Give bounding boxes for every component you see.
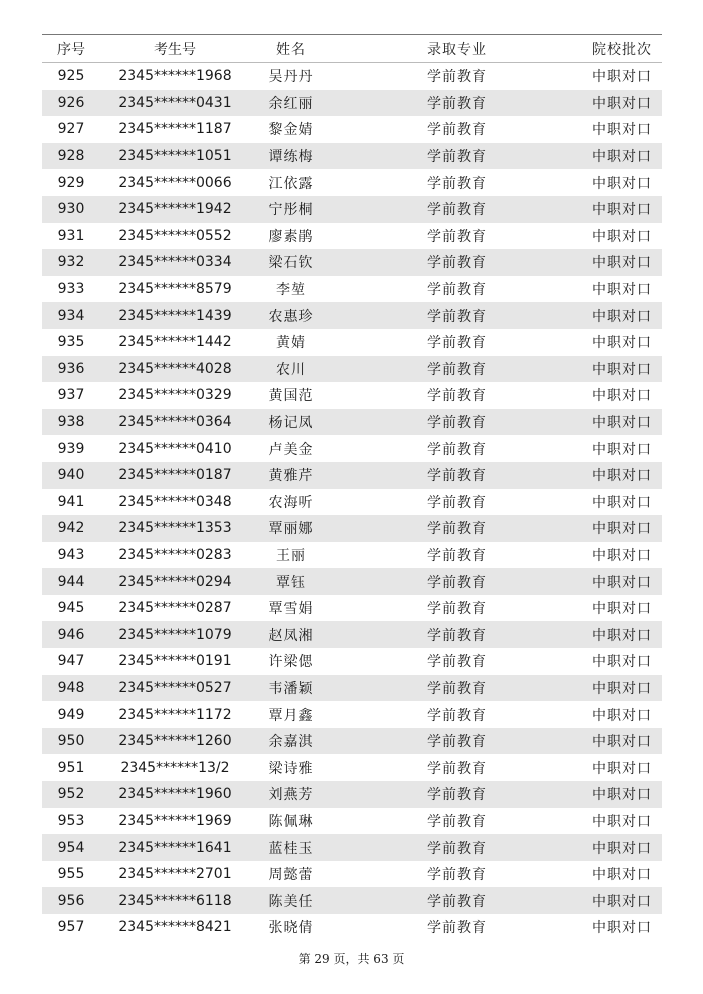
row-batch: 中职对口	[592, 893, 652, 910]
row-major: 学前教育	[427, 69, 487, 86]
row-major: 学前教育	[427, 122, 487, 139]
row-exam-id: 2345******0287	[118, 600, 232, 617]
row-name: 余红丽	[268, 95, 314, 112]
row-index: 925	[57, 68, 85, 85]
page-footer: 第 29 页，共 63 页	[298, 952, 405, 966]
row-major: 学前教育	[427, 813, 487, 830]
table-row	[42, 329, 662, 356]
row-batch: 中职对口	[592, 335, 652, 352]
row-major: 学前教育	[427, 335, 487, 352]
row-index: 950	[57, 733, 85, 750]
row-name: 黄雅芹	[268, 468, 314, 485]
table-row	[42, 169, 662, 196]
row-name: 覃雪娟	[268, 601, 314, 618]
table-row	[42, 143, 662, 170]
row-batch: 中职对口	[592, 654, 652, 671]
row-index: 930	[57, 201, 85, 218]
row-name: 覃丽娜	[268, 521, 314, 538]
row-exam-id: 2345******1439	[118, 307, 232, 324]
row-major: 学前教育	[427, 175, 487, 192]
row-major: 学前教育	[427, 282, 487, 299]
table-row	[42, 249, 662, 276]
row-index: 926	[57, 94, 85, 111]
table-row	[42, 63, 662, 90]
row-major: 学前教育	[427, 202, 487, 219]
table-row	[42, 515, 662, 542]
row-exam-id: 2345******1353	[118, 520, 232, 537]
table-row	[42, 462, 662, 489]
table-row	[42, 489, 662, 516]
row-batch: 中职对口	[592, 468, 652, 485]
row-major: 学前教育	[427, 255, 487, 272]
row-exam-id: 2345******2701	[118, 866, 232, 883]
header-index: 序号	[57, 41, 85, 58]
table-row	[42, 542, 662, 569]
row-index: 928	[57, 148, 85, 165]
row-major: 学前教育	[427, 441, 487, 458]
row-exam-id: 2345******1187	[118, 121, 232, 138]
row-index: 952	[57, 786, 85, 803]
row-major: 学前教育	[427, 388, 487, 405]
row-name: 张晓倩	[268, 920, 314, 937]
row-major: 学前教育	[427, 308, 487, 325]
row-index: 940	[57, 467, 85, 484]
row-batch: 中职对口	[592, 361, 652, 378]
row-name: 赵凤湘	[268, 627, 314, 644]
table-row	[42, 435, 662, 462]
row-batch: 中职对口	[592, 840, 652, 857]
row-batch: 中职对口	[592, 734, 652, 751]
row-major: 学前教育	[427, 601, 487, 618]
row-exam-id: 2345******0191	[118, 653, 232, 670]
row-major: 学前教育	[427, 468, 487, 485]
row-batch: 中职对口	[592, 69, 652, 86]
row-index: 935	[57, 334, 85, 351]
row-major: 学前教育	[427, 494, 487, 511]
row-exam-id: 2345******1079	[118, 626, 232, 643]
table-row	[42, 595, 662, 622]
row-exam-id: 2345******0187	[118, 467, 232, 484]
row-batch: 中职对口	[592, 494, 652, 511]
row-exam-id: 2345******8421	[118, 919, 232, 936]
row-name: 黄国范	[268, 388, 314, 405]
row-index: 937	[57, 387, 85, 404]
table-row	[42, 116, 662, 143]
row-batch: 中职对口	[592, 787, 652, 804]
row-exam-id: 2345******1960	[118, 786, 232, 803]
row-index: 938	[57, 414, 85, 431]
row-exam-id: 2345******1442	[118, 334, 232, 351]
table-row	[42, 196, 662, 223]
row-index: 947	[57, 653, 85, 670]
header-name: 姓名	[276, 41, 306, 58]
row-batch: 中职对口	[592, 680, 652, 697]
row-major: 学前教育	[427, 840, 487, 857]
row-batch: 中职对口	[592, 441, 652, 458]
row-name: 农川	[276, 361, 306, 378]
row-major: 学前教育	[427, 361, 487, 378]
table-row	[42, 887, 662, 914]
row-index: 949	[57, 706, 85, 723]
row-index: 957	[57, 919, 85, 936]
table-row	[42, 356, 662, 383]
table-row	[42, 382, 662, 409]
row-index: 939	[57, 440, 85, 457]
header-major: 录取专业	[427, 41, 487, 58]
row-major: 学前教育	[427, 574, 487, 591]
row-name: 许梁偲	[268, 654, 314, 671]
row-major: 学前教育	[427, 893, 487, 910]
row-name: 廖素鹃	[268, 228, 314, 245]
row-exam-id: 2345******4028	[118, 360, 232, 377]
table-row	[42, 861, 662, 888]
row-index: 951	[57, 759, 85, 776]
row-exam-id: 2345******6118	[118, 892, 232, 909]
row-batch: 中职对口	[592, 308, 652, 325]
row-index: 948	[57, 679, 85, 696]
row-batch: 中职对口	[592, 920, 652, 937]
table-body	[42, 63, 662, 941]
row-batch: 中职对口	[592, 175, 652, 192]
row-name: 蓝桂玉	[268, 840, 314, 857]
row-name: 梁诗雅	[268, 760, 314, 777]
row-index: 942	[57, 520, 85, 537]
row-exam-id: 2345******0410	[118, 440, 232, 457]
row-major: 学前教育	[427, 867, 487, 884]
row-name: 李堃	[276, 282, 306, 299]
row-batch: 中职对口	[592, 282, 652, 299]
table-row	[42, 834, 662, 861]
row-batch: 中职对口	[592, 813, 652, 830]
table-row	[42, 754, 662, 781]
row-index: 936	[57, 360, 85, 377]
table-row	[42, 302, 662, 329]
row-major: 学前教育	[427, 787, 487, 804]
row-major: 学前教育	[427, 680, 487, 697]
header-batch: 院校批次	[592, 41, 652, 58]
row-batch: 中职对口	[592, 388, 652, 405]
row-index: 927	[57, 121, 85, 138]
row-index: 944	[57, 573, 85, 590]
row-index: 945	[57, 600, 85, 617]
row-major: 学前教育	[427, 654, 487, 671]
row-batch: 中职对口	[592, 867, 652, 884]
table-header	[42, 35, 662, 63]
row-index: 929	[57, 174, 85, 191]
table-row	[42, 808, 662, 835]
row-batch: 中职对口	[592, 255, 652, 272]
row-name: 覃月鑫	[268, 707, 314, 724]
row-name: 韦潘颖	[268, 680, 314, 697]
row-exam-id: 2345******1969	[118, 812, 232, 829]
row-major: 学前教育	[427, 734, 487, 751]
row-batch: 中职对口	[592, 574, 652, 591]
row-exam-id: 2345******1641	[118, 839, 232, 856]
row-batch: 中职对口	[592, 547, 652, 564]
row-name: 王丽	[276, 547, 306, 564]
row-batch: 中职对口	[592, 228, 652, 245]
row-exam-id: 2345******1942	[118, 201, 232, 218]
row-exam-id: 2345******0348	[118, 493, 232, 510]
row-index: 943	[57, 546, 85, 563]
table-row	[42, 728, 662, 755]
row-batch: 中职对口	[592, 95, 652, 112]
header-exam-id: 考生号	[154, 41, 196, 58]
row-exam-id: 2345******0294	[118, 573, 232, 590]
table-row	[42, 675, 662, 702]
row-index: 931	[57, 227, 85, 244]
row-exam-id: 2345******0283	[118, 546, 232, 563]
row-name: 杨记凤	[268, 415, 314, 432]
row-batch: 中职对口	[592, 202, 652, 219]
row-exam-id: 2345******13/2	[120, 759, 230, 776]
row-major: 学前教育	[427, 149, 487, 166]
row-major: 学前教育	[427, 228, 487, 245]
row-index: 955	[57, 866, 85, 883]
row-exam-id: 2345******0527	[118, 679, 232, 696]
row-exam-id: 2345******0431	[118, 94, 232, 111]
row-name: 梁石钦	[268, 255, 314, 272]
row-major: 学前教育	[427, 707, 487, 724]
admission-table	[42, 34, 662, 941]
table-row	[42, 701, 662, 728]
row-name: 覃钰	[276, 574, 306, 591]
table-row	[42, 276, 662, 303]
row-batch: 中职对口	[592, 627, 652, 644]
table-row	[42, 568, 662, 595]
row-exam-id: 2345******0552	[118, 227, 232, 244]
row-name: 吴丹丹	[268, 69, 314, 86]
row-batch: 中职对口	[592, 521, 652, 538]
row-name: 刘燕芳	[268, 787, 314, 804]
table-row	[42, 781, 662, 808]
row-exam-id: 2345******1172	[118, 706, 232, 723]
row-name: 黄婧	[276, 335, 306, 352]
row-major: 学前教育	[427, 547, 487, 564]
table-row	[42, 914, 662, 941]
row-exam-id: 2345******8579	[118, 281, 232, 298]
row-index: 941	[57, 493, 85, 510]
table-row	[42, 621, 662, 648]
row-exam-id: 2345******1260	[118, 733, 232, 750]
row-exam-id: 2345******0364	[118, 414, 232, 431]
table-row	[42, 409, 662, 436]
row-index: 956	[57, 892, 85, 909]
row-name: 余嘉淇	[268, 734, 314, 751]
row-index: 932	[57, 254, 85, 271]
row-name: 农海听	[268, 494, 314, 511]
row-batch: 中职对口	[592, 149, 652, 166]
row-name: 江依露	[268, 175, 314, 192]
row-batch: 中职对口	[592, 415, 652, 432]
row-index: 953	[57, 812, 85, 829]
row-index: 933	[57, 281, 85, 298]
row-name: 陈佩琳	[268, 813, 314, 830]
row-name: 卢美金	[268, 441, 314, 458]
row-name: 陈美任	[268, 893, 314, 910]
row-batch: 中职对口	[592, 760, 652, 777]
row-major: 学前教育	[427, 415, 487, 432]
row-batch: 中职对口	[592, 122, 652, 139]
row-major: 学前教育	[427, 521, 487, 538]
row-exam-id: 2345******0329	[118, 387, 232, 404]
table-row	[42, 223, 662, 250]
row-name: 黎金婧	[268, 122, 314, 139]
row-name: 周懿蕾	[268, 867, 314, 884]
row-name: 谭练梅	[268, 149, 314, 166]
row-index: 934	[57, 307, 85, 324]
row-major: 学前教育	[427, 95, 487, 112]
row-exam-id: 2345******0334	[118, 254, 232, 271]
row-exam-id: 2345******1051	[118, 148, 232, 165]
row-index: 946	[57, 626, 85, 643]
row-name: 宁彤桐	[268, 202, 314, 219]
row-name: 农惠珍	[268, 308, 314, 325]
row-major: 学前教育	[427, 920, 487, 937]
table-row	[42, 648, 662, 675]
row-major: 学前教育	[427, 760, 487, 777]
row-batch: 中职对口	[592, 601, 652, 618]
row-exam-id: 2345******0066	[118, 174, 232, 191]
row-batch: 中职对口	[592, 707, 652, 724]
table-row	[42, 90, 662, 117]
row-major: 学前教育	[427, 627, 487, 644]
row-exam-id: 2345******1968	[118, 68, 232, 85]
row-index: 954	[57, 839, 85, 856]
